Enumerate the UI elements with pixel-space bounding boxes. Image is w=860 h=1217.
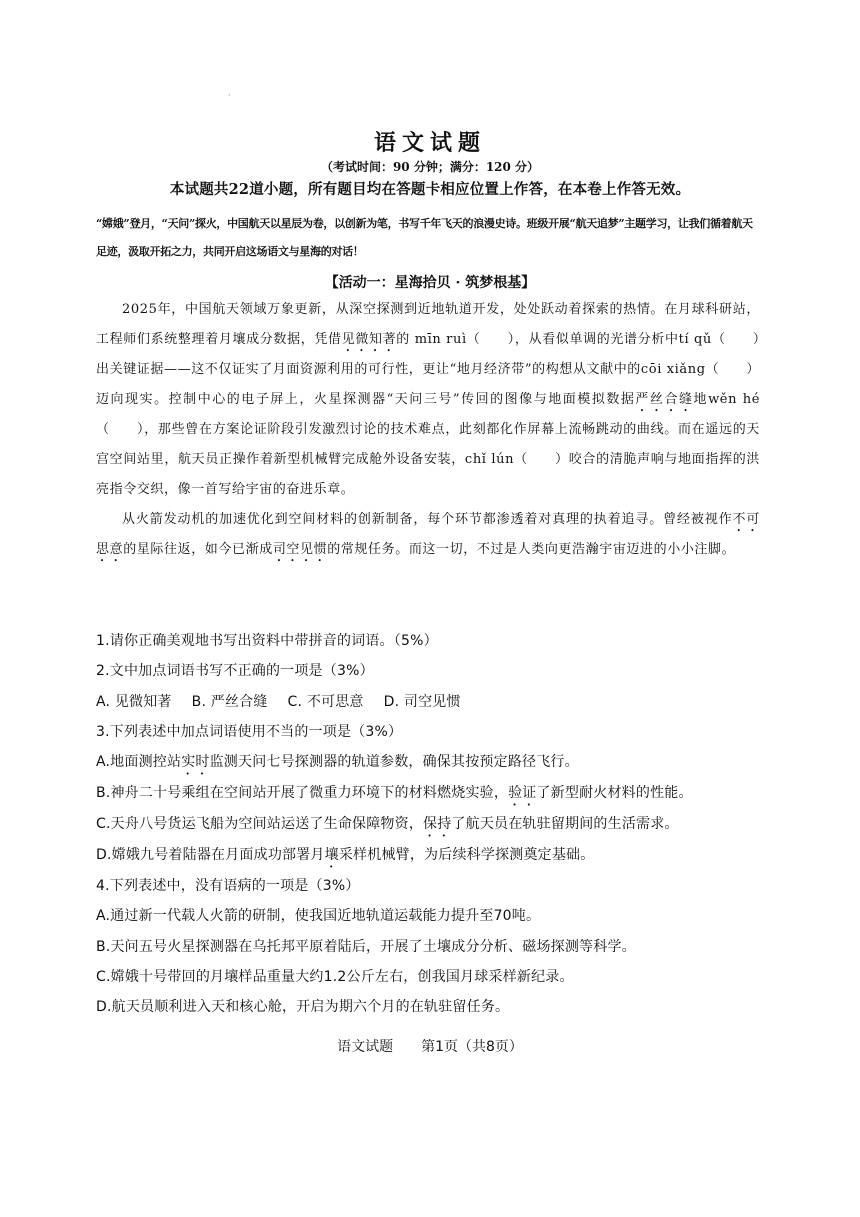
dotted-word: 见微知著 [341, 332, 397, 347]
intro-text: “嫦娥”登月，“天问”探火，中国航天以星辰为卷，以创新为笔，书写千年飞天的浪漫史诗。班级开展“航天追梦”主题学习，让我们循着航天足迹，汲取开拓之力，共同开启这场语文与星海的对话！ [96, 217, 753, 258]
option-c: C. 不可思意 [287, 693, 364, 710]
page-footer [0, 1036, 860, 1056]
option-text: B.神舟二十号乘组在空间站开展了微重力环境下的材料燃烧实验， [96, 785, 509, 802]
passage-text: 地wěn hé（ ），那些曾在方案论证阶段引发激烈讨论的技术难点，此刻都化作屏幕上流畅跳动的曲线。而在遥远的天宫空间站里，航天员正操作着新型机械臂完成舱外设备安装，chǐ lún（ ）咬合的清脆声响与地面指挥的洪亮指令交织，像一首写给宇宙的奋进乐章。 [96, 392, 760, 497]
option-d: D. 司空见惯 [383, 693, 461, 710]
dotted-word: 不可思意 [96, 512, 760, 557]
question-list [96, 626, 776, 1023]
question-4-option-b: B.天问五号火星探测器在乌托邦平原着陆后，开展了土壤成分分析、磁场探测等科学。 [96, 938, 636, 955]
option-text: 监测天问七号探测器的轨道参数，确保其按预定路径飞行。 [209, 754, 579, 771]
question-2-options [96, 687, 776, 717]
question-4-option-d: D.航天员顺利进入天和核心舱，开启为期六个月的在轨驻留任务。 [96, 999, 510, 1016]
dotted-word: 严丝合缝 [635, 392, 694, 407]
question-3-option-c [96, 809, 776, 840]
option-b: B. 严丝合缝 [191, 693, 268, 710]
exam-info: （考试时间：90 分钟；满分：120 分） [320, 160, 540, 174]
question-3-option-a [96, 747, 776, 778]
reading-passage [96, 295, 760, 565]
section-heading: 【活动一：星海拾贝 · 筑梦根基】 [324, 275, 536, 291]
footer-subject: 语文试题 [337, 1039, 394, 1055]
option-text: D.嫦娥九号着陆器在月面成功部署月 [96, 847, 325, 864]
dotted-word: 壤 [324, 847, 339, 864]
option-text: A.地面测控站 [96, 754, 182, 771]
passage-text: 2025年，中国航天领域万象更新，从深空探测到近地轨道开发，处处跃动着探索的热情。在月球科研站，工程师们系统整理着月壤成分数据，凭借 [96, 302, 760, 347]
passage-text: 的常规任务。而这一切，不过是人类向更浩瀚宇宙迈进的小小注脚。 [327, 542, 736, 557]
option-text: 了新型耐火材料的性能。 [536, 785, 693, 802]
option-text: C.天舟八号货运飞船为空间站运送了生命保障物资， [96, 816, 424, 833]
passage-text: 从火箭发动机的加速优化到空间材料的创新制备，每个环节都渗透着对真理的执着追寻。曾经被视作 [122, 512, 733, 527]
page-title: 语文试题 [373, 130, 486, 156]
passage-paragraph-1 [96, 295, 760, 505]
passage-text: 的 mīn ruì（ ），从看似单调的光谱分析中tí qǔ（ ）出关键证据——这不仅证实了月面资源利用的可行性，更让“地月经济带”的构想从文献中的cōi xiǎng（ ）迈向现实。控制中心的电子屏上，火星探测器“天问三号”传回的图像与地面模拟数据 [96, 332, 761, 407]
page-number: 第1页（共8页） [421, 1039, 523, 1055]
question-4-option-a: A.通过新一代载人火箭的研制，使我国近地轨道运载能力提升至70吨。 [96, 908, 541, 925]
question-3-option-d [96, 840, 776, 871]
option-text: 了航天员在轨驻留期间的生活需求。 [451, 816, 679, 833]
question-4-option-c: C.嫦娥十号带回的月壤样品重量大约1.2公斤左右，创我国月球采样新纪录。 [96, 969, 574, 986]
question-4: 4.下列表述中，没有语病的一项是（3%） [96, 878, 360, 895]
question-1: 1.请你正确美观地书写出资料中带拼音的词语。（5%） [96, 633, 438, 649]
passage-paragraph-2 [96, 505, 760, 565]
option-a: A. 见微知著 [96, 693, 172, 710]
dotted-word: 司空见惯 [272, 542, 328, 557]
question-3-option-b [96, 778, 776, 809]
dotted-word: 保持 [423, 816, 452, 833]
dotted-word: 验证 [508, 785, 537, 802]
dotted-word: 实时 [181, 754, 210, 771]
exam-notice: 本试题共22道小题，所有题目均在答题卡相应位置上作答，在本卷上作答无效。 [169, 181, 691, 198]
question-3: 3.下列表述中加点词语使用不当的一项是（3%） [96, 723, 403, 740]
scan-dot: · [228, 91, 231, 100]
passage-text: 的星际往返，如今已渐成 [123, 542, 273, 557]
question-2: 2.文中加点词语书写不正确的一项是（3%） [96, 663, 374, 680]
option-text: 采样机械臂，为后续科学探测奠定基础。 [338, 847, 595, 864]
